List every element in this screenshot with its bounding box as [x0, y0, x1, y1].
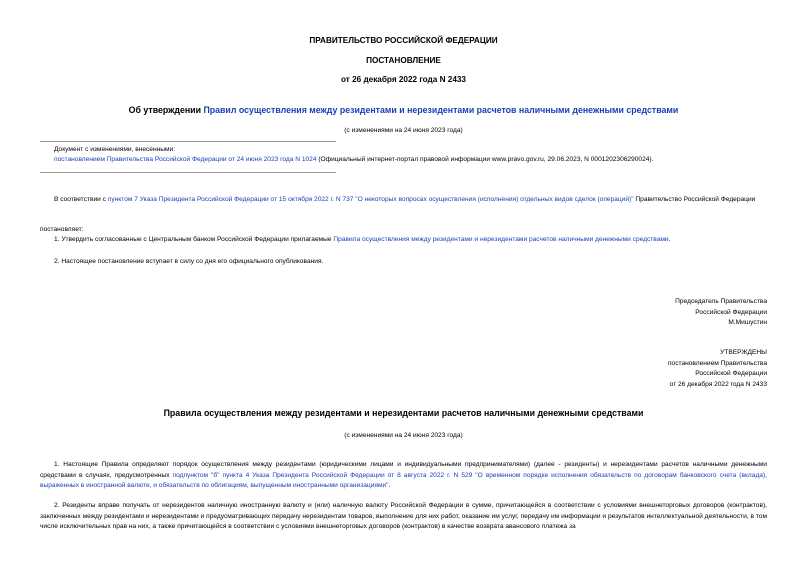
- signature-block: [675, 297, 767, 329]
- document-date-number: от 26 декабря 2022 года N 2433: [341, 75, 466, 84]
- item-1-text: 1. Утвердить согласованные с Центральным банком Российской Федерации прилагаемые: [54, 236, 334, 243]
- rules-amendment-note: (с изменениями на 24 июня 2023 года): [344, 432, 463, 439]
- approval-block: [668, 348, 767, 390]
- item-2: 2. Настоящее постановление вступает в силу со дня его официального опубликования.: [54, 258, 324, 265]
- approval-by: постановлением Правительства: [667, 359, 767, 367]
- rules-point-2: [40, 501, 767, 533]
- item-1-end: .: [668, 236, 671, 243]
- item-1: [54, 235, 767, 246]
- changes-line: [54, 155, 767, 166]
- preamble-paragraph: [40, 195, 767, 206]
- title-prefix: Об утверждении: [128, 105, 204, 115]
- changes-decree-link[interactable]: постановлением Правительства Российской Федерации от 24 июня 2023 года N 1024: [54, 156, 317, 163]
- divider-bottom: [40, 172, 336, 173]
- changes-label: Документ с изменениями, внесенными:: [54, 146, 176, 153]
- changes-source: (Официальный интернет-портал правовой информации www.pravo.gov.ru, 29.06.2023, N 0001202306290024).: [316, 156, 654, 163]
- title-rules-link[interactable]: Правил осуществления между резидентами и нерезидентами расчетов наличными денежными средствами: [203, 105, 679, 115]
- rules-point-1: [40, 460, 767, 492]
- approval-word: УТВЕРЖДЕНЫ: [720, 349, 767, 356]
- approval-country: Российской Федерации: [695, 370, 767, 378]
- government-heading: ПРАВИТЕЛЬСТВО РОССИЙСКОЙ ФЕДЕРАЦИИ: [309, 36, 498, 45]
- approval-date: от 26 декабря 2022 года N 2433: [669, 380, 767, 388]
- rules-point-1-end: .: [388, 482, 391, 490]
- document-title: [0, 105, 807, 115]
- rules-point-2-text: 2. Резиденты вправе получать от нерезидентов наличную иностранную валюту и (или) наличную валюту Российской Федерации в сумме, причитающейся в соответствии с условиями внешнеторговых договоров (контрактов), заключенных между резидентами и нерезидентами и предусматривающих передачу нерезидентам товаров, выполнение для них работ, оказание им услуг, передачу им информации и результатов интеллектуальной деятельности, в том числе исключительных прав на них, а также причитающейся в соответствии с условиями внешнеторговых договоров (контрактов) в качестве возврата авансового платежа за: [40, 502, 767, 531]
- divider-top: [40, 141, 336, 142]
- signature-country: Российской Федерации: [695, 308, 767, 316]
- signature-position: Председатель Правительства: [675, 298, 767, 305]
- rules-point-1-text: 1. Настоящие Правила определяют порядок осуществления между резидентами (юридическими лицами и индивидуальными предпринимателями) (далее - резиденты) и нерезидентами расчетов наличными денежными средствами в случаях, предусмотренных: [40, 461, 767, 479]
- rules-point-1-decree-link[interactable]: подпунктом "б" пункта 4 Указа Президента Российской Федерации от 8 августа 2022 г. N 529 "О временном порядке исполнения обязательств по договорам банковского счета (вклада), выраженных в иностранной валюте, и обязательств по облигациям, выпущенным иностранными организациями": [40, 471, 767, 490]
- amendment-note: (с изменениями на 24 июня 2023 года): [344, 127, 463, 134]
- signature-name: М.Мишустин: [728, 319, 767, 327]
- preamble-decree-link[interactable]: пунктом 7 Указа Президента Российской Федерации от 15 октября 2022 г. N 737 "О некоторых вопросах осуществления (исполнения) отдельных видов сделок (операций)": [107, 196, 634, 203]
- preamble-text-end: Правительство Российской Федерации: [633, 196, 756, 203]
- preamble-text-start: В соответствии с: [54, 196, 108, 203]
- document-type: ПОСТАНОВЛЕНИЕ: [366, 56, 441, 65]
- rules-title: Правила осуществления между резидентами и нерезидентами расчетов наличными денежными средствами: [163, 408, 644, 418]
- item-1-rules-link[interactable]: Правила осуществления между резидентами и нерезидентами расчетов наличными денежными средствами: [333, 236, 669, 243]
- decrees-word: постановляет:: [40, 226, 84, 233]
